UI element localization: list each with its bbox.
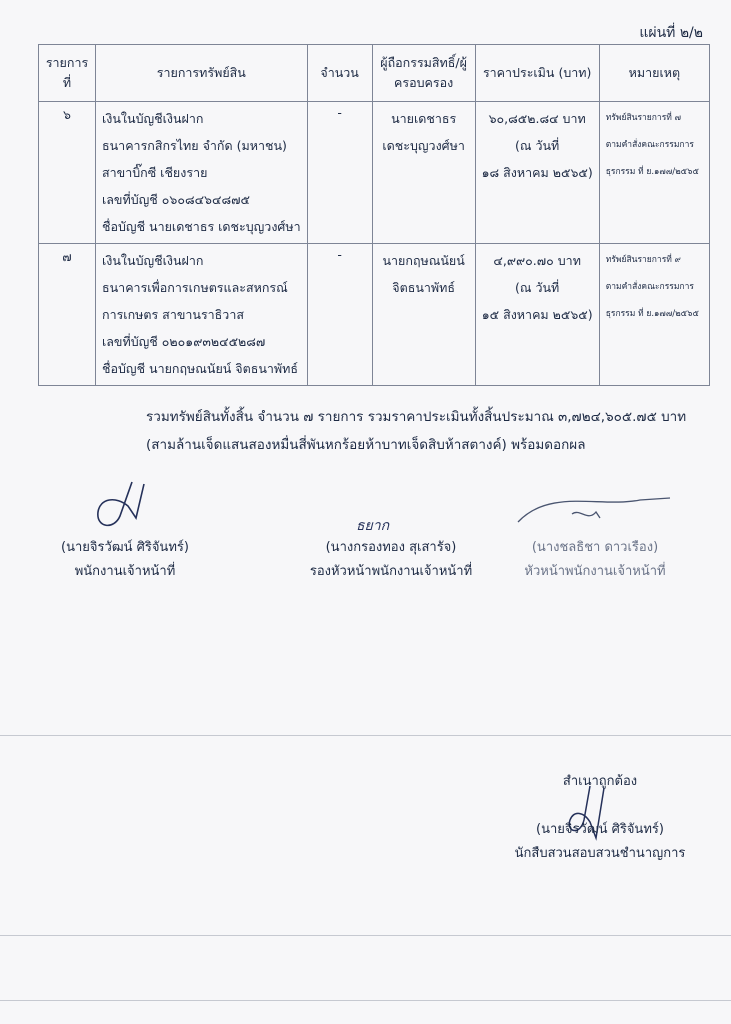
signer-position: รองหัวหน้าพนักงานเจ้าหน้าที่ xyxy=(309,564,473,579)
table-row xyxy=(39,244,710,386)
note-line: ธุรกรรม ที่ ย.๑๗๗/๒๕๖๕ xyxy=(605,167,699,177)
price-line: ๖๐,๘๕๒.๘๔ บาท xyxy=(488,111,586,126)
asset-line: ชื่อบัญชี นายกฤษณนัยน์ จิตธนาพัทธ์ xyxy=(102,361,299,376)
asset-line: การเกษตร สาขานราธิวาส xyxy=(102,307,244,322)
note-cell xyxy=(599,244,709,386)
asset-description xyxy=(96,102,308,244)
divider xyxy=(0,1000,731,1001)
signature-scribble xyxy=(40,478,210,536)
asset-line: เงินในบัญชีเงินฝาก xyxy=(102,253,204,268)
quantity-cell: - xyxy=(307,244,372,386)
owner-line: นายกฤษณนัยน์ xyxy=(382,253,465,268)
asset-line: สาขาบิ๊กซี เชียงราย xyxy=(102,165,208,180)
price-line: (ณ วันที่ xyxy=(515,280,560,295)
signer-name: (นายจิรวัฒน์ ศิริจันทร์) xyxy=(61,540,189,555)
asset-description xyxy=(96,244,308,386)
note-line: ทรัพย์สินรายการที่ ๗ xyxy=(605,113,681,123)
row-number: ๗ xyxy=(39,244,96,386)
owner-line: เดชะบุญวงศ์ษา xyxy=(382,138,465,153)
signer-name: (นางกรองทอง สุเสารัจ) xyxy=(325,540,457,555)
table-header-row xyxy=(39,45,710,102)
summary-block xyxy=(146,403,686,459)
header-note: หมายเหตุ xyxy=(599,45,709,102)
owner-line: นายเดชาธร xyxy=(391,111,457,126)
certifier-position: นักสืบสวนสอบสวนชำนาญการ xyxy=(514,846,686,861)
asset-line: ธนาคารเพื่อการเกษตรและสหกรณ์ xyxy=(102,280,288,295)
header-price: ราคาประเมิน (บาท) xyxy=(475,45,599,102)
asset-line: เลขที่บัญชี ๐๒๐๑๙๓๒๔๕๒๘๗ xyxy=(102,334,266,349)
owner-line: จิตธนาพัทธ์ xyxy=(392,280,455,295)
header-owner: ผู้ถือกรรมสิทธิ์/ผู้ครอบครอง xyxy=(372,45,475,102)
note-line: ตามคำสั่งคณะกรรมการ xyxy=(605,282,694,292)
note-line: ทรัพย์สินรายการที่ ๙ xyxy=(605,255,681,265)
header-qty: จำนวน xyxy=(307,45,372,102)
certifier-name: (นายจิรวัฒน์ ศิริจันทร์) xyxy=(536,822,664,837)
price-line: ๔,๙๙๐.๗๐ บาท xyxy=(493,253,581,268)
signer-position: หัวหน้าพนักงานเจ้าหน้าที่ xyxy=(524,564,666,579)
row-number: ๖ xyxy=(39,102,96,244)
note-cell xyxy=(599,102,709,244)
signature-scribble xyxy=(510,478,680,536)
note-line: ธุรกรรม ที่ ย.๑๗๗/๒๕๖๕ xyxy=(605,309,699,319)
signature-text: ธยาก xyxy=(356,518,390,534)
signer-name: (นางชลธิชา ดาวเรือง) xyxy=(531,540,659,555)
quantity-cell: - xyxy=(307,102,372,244)
price-line: ๑๘ สิงหาคม ๒๕๖๕) xyxy=(481,165,593,180)
divider xyxy=(0,935,731,936)
asset-line: ชื่อบัญชี นายเดชาธร เดชะบุญวงศ์ษา xyxy=(102,219,301,234)
asset-line: ธนาคารกสิกรไทย จำกัด (มหาชน) xyxy=(102,138,287,153)
summary-in-words: (สามล้านเจ็ดแสนสองหมื่นสี่พันหกร้อยห้าบาทเจ็ดสิบห้าสตางค์) พร้อมดอกผล xyxy=(146,437,586,453)
asset-table xyxy=(38,44,710,386)
owner-cell xyxy=(372,244,475,386)
header-asset: รายการทรัพย์สิน xyxy=(96,45,308,102)
signature-block xyxy=(296,478,486,584)
owner-cell xyxy=(372,102,475,244)
price-cell xyxy=(475,244,599,386)
table-row xyxy=(39,102,710,244)
divider xyxy=(0,735,731,736)
certification-label: สำเนาถูกต้อง xyxy=(562,774,638,789)
asset-line: เงินในบัญชีเงินฝาก xyxy=(102,111,204,126)
price-line: ๑๕ สิงหาคม ๒๕๖๕) xyxy=(481,307,593,322)
note-line: ตามคำสั่งคณะกรรมการ xyxy=(605,140,694,150)
signature-block xyxy=(40,478,210,584)
header-no: รายการที่ xyxy=(39,45,96,102)
page-number: แผ่นที่ ๒/๒ xyxy=(639,25,703,41)
signature-scribble xyxy=(296,478,486,536)
signer-position: พนักงานเจ้าหน้าที่ xyxy=(74,564,176,579)
certification-block xyxy=(500,770,700,866)
summary-total: รวมทรัพย์สินทั้งสิ้น จำนวน ๗ รายการ รวมราคาประเมินทั้งสิ้นประมาณ ๓,๗๒๔,๖๐๕.๗๕ บาท xyxy=(146,409,687,425)
asset-line: เลขที่บัญชี ๐๖๐๘๔๖๔๘๗๕ xyxy=(102,192,250,207)
signature-block xyxy=(510,478,680,584)
price-cell xyxy=(475,102,599,244)
price-line: (ณ วันที่ xyxy=(515,138,560,153)
